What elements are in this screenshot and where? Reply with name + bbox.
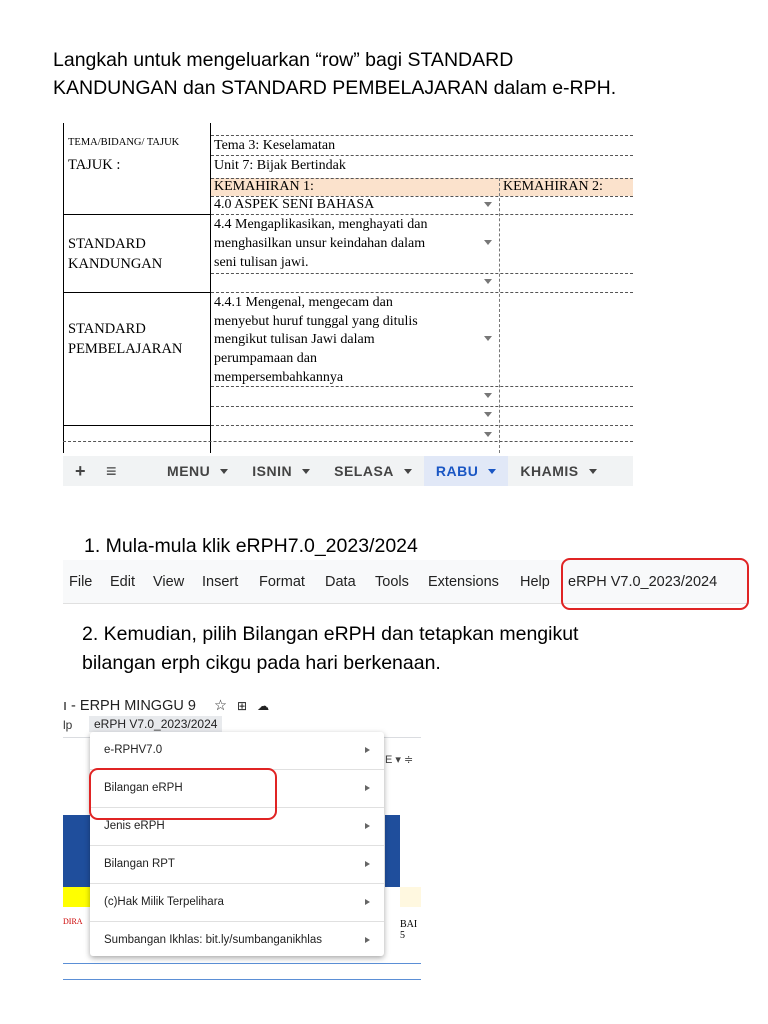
chevron-down-icon <box>589 469 597 474</box>
tema-header: TEMA/BIDANG/ TAJUK <box>68 137 180 148</box>
sp-text-3[interactable]: mengikut tulisan Jawi dalam <box>214 332 375 347</box>
menu-tools[interactable]: Tools <box>375 574 409 590</box>
menu-item-erphv7[interactable]: e-RPHV7.0 <box>90 732 384 770</box>
sk-text-1[interactable]: 4.4 Mengaplikasikan, menghayati dan <box>214 217 428 232</box>
sk-label-1: STANDARD <box>68 236 146 252</box>
tab-selasa[interactable]: SELASA <box>322 456 424 486</box>
tab-rabu[interactable]: RABU <box>424 456 508 486</box>
menu-file[interactable]: File <box>69 574 93 590</box>
move-folder-icon[interactable]: ⊞ <box>237 699 248 713</box>
dropdown-arrow-icon[interactable] <box>484 432 492 437</box>
intro-line-2: KANDUNGAN dan STANDARD PEMBELAJARAN dalam e-RPH. <box>53 77 617 99</box>
sheet-blue-cell <box>385 815 400 887</box>
tajuk-label: TAJUK : <box>68 157 121 173</box>
sheet-yellow-cell <box>63 887 93 907</box>
tab-khamis[interactable]: KHAMIS <box>508 456 608 486</box>
menu-item-hak-milik[interactable]: (c)Hak Milik Terpelihara <box>90 884 384 922</box>
erph-menu-open[interactable]: eRPH V7.0_2023/2024 <box>89 716 222 732</box>
sp-text-5[interactable]: mempersembahkannya <box>214 370 344 385</box>
sheet-cell <box>400 887 421 907</box>
dropdown-arrow-icon[interactable] <box>484 279 492 284</box>
intro-line-1: Langkah untuk mengeluarkan “row” bagi STANDARD <box>53 49 514 71</box>
erph-dropdown-menu <box>90 732 384 956</box>
tema-cell[interactable]: Tema 3: Keselamatan <box>214 138 336 153</box>
kemahiran1-cell[interactable]: KEMAHIRAN 1: <box>214 179 314 194</box>
menu-item-bilangan-erph[interactable]: Bilangan eRPH <box>90 770 384 808</box>
sheet-cell-text: BAI 5 <box>400 919 418 941</box>
sk-text-2[interactable]: menghasilkan unsur keindahan dalam <box>214 236 426 251</box>
star-icon[interactable]: ☆ <box>213 698 227 714</box>
menu-extensions[interactable]: Extensions <box>428 574 499 590</box>
dropdown-arrow-icon[interactable] <box>484 412 492 417</box>
menu-erph[interactable]: eRPH V7.0_2023/2024 <box>568 574 718 590</box>
sp-text-4[interactable]: perumpamaan dan <box>214 351 318 366</box>
sk-label-2: KANDUNGAN <box>68 256 163 272</box>
menu-item-sumbangan[interactable]: Sumbangan Ikhlas: bit.ly/sumbanganikhlas <box>90 922 384 960</box>
dropdown-screenshot <box>63 695 421 990</box>
dropdown-arrow-icon[interactable] <box>484 336 492 341</box>
table-divider-2 <box>499 178 500 453</box>
sp-text-1[interactable]: 4.4.1 Mengenal, mengecam dan <box>214 295 393 310</box>
chevron-down-icon <box>404 469 412 474</box>
highlight-bilangan-erph <box>89 768 277 820</box>
step-2-text <box>82 620 722 678</box>
sp-text-2[interactable]: menyebut huruf tunggal yang ditulis <box>214 314 418 329</box>
menu-view[interactable]: View <box>153 574 185 590</box>
chevron-down-icon <box>488 469 496 474</box>
menu-edit[interactable]: Edit <box>110 574 135 590</box>
submenu-arrow-icon <box>365 899 370 905</box>
table-border-left <box>63 123 64 453</box>
menu-insert[interactable]: Insert <box>202 574 239 590</box>
submenu-arrow-icon <box>365 747 370 753</box>
submenu-arrow-icon <box>365 861 370 867</box>
dropdown-arrow-icon[interactable] <box>484 393 492 398</box>
menu-item-bilangan-rpt[interactable]: Bilangan RPT <box>90 846 384 884</box>
submenu-arrow-icon <box>365 785 370 791</box>
all-sheets-button[interactable]: ≡ <box>106 460 118 481</box>
sheet-tab-bar <box>63 456 633 486</box>
step-2-line-1: 2. Kemudian, pilih Bilangan eRPH dan tetapkan mengikut <box>82 623 579 645</box>
chevron-down-icon <box>302 469 310 474</box>
kemahiran2-cell[interactable]: KEMAHIRAN 2: <box>503 179 603 194</box>
tab-isnin[interactable]: ISNIN <box>240 456 322 486</box>
table-divider <box>210 123 211 453</box>
chevron-down-icon <box>220 469 228 474</box>
sp-label-2: PEMBELAJARAN <box>68 341 183 357</box>
aspek-cell[interactable]: 4.0 ASPEK SENI BAHASA <box>214 197 375 212</box>
add-sheet-button[interactable]: + <box>75 460 87 481</box>
menu-help[interactable]: Help <box>520 574 550 590</box>
menu-format[interactable]: Format <box>259 574 305 590</box>
dropdown-arrow-icon[interactable] <box>484 202 492 207</box>
toolbar-fragment[interactable]: E ▾ ≑ <box>385 754 414 766</box>
step-2-line-2: bilangan erph cikgu pada hari berkenaan. <box>82 652 441 674</box>
menu-data[interactable]: Data <box>325 574 356 590</box>
sp-label-1: STANDARD <box>68 321 146 337</box>
doc-title: ı - ERPH MINGGU 9 ☆ ⊞ ☁ <box>63 698 270 714</box>
sheet-blue-cell <box>63 815 93 887</box>
tab-menu[interactable]: MENU <box>155 456 240 486</box>
intro-text <box>53 46 753 102</box>
submenu-arrow-icon <box>365 823 370 829</box>
dropdown-arrow-icon[interactable] <box>484 240 492 245</box>
sheet-cell-text: DIRA <box>63 917 83 926</box>
step-1-text: 1. Mula-mula klik eRPH7.0_2023/2024 <box>84 535 418 557</box>
menu-item-jenis-erph[interactable]: Jenis eRPH <box>90 808 384 846</box>
highlight-erph-menu <box>561 558 749 610</box>
sk-text-3[interactable]: seni tulisan jawi. <box>214 255 309 270</box>
cloud-status-icon[interactable]: ☁ <box>257 699 270 713</box>
rph-table <box>63 123 633 453</box>
sheet-screenshot <box>63 123 633 486</box>
help-menu-fragment[interactable]: lp <box>63 718 73 732</box>
unit-cell[interactable]: Unit 7: Bijak Bertindak <box>214 158 346 173</box>
submenu-arrow-icon <box>365 937 370 943</box>
